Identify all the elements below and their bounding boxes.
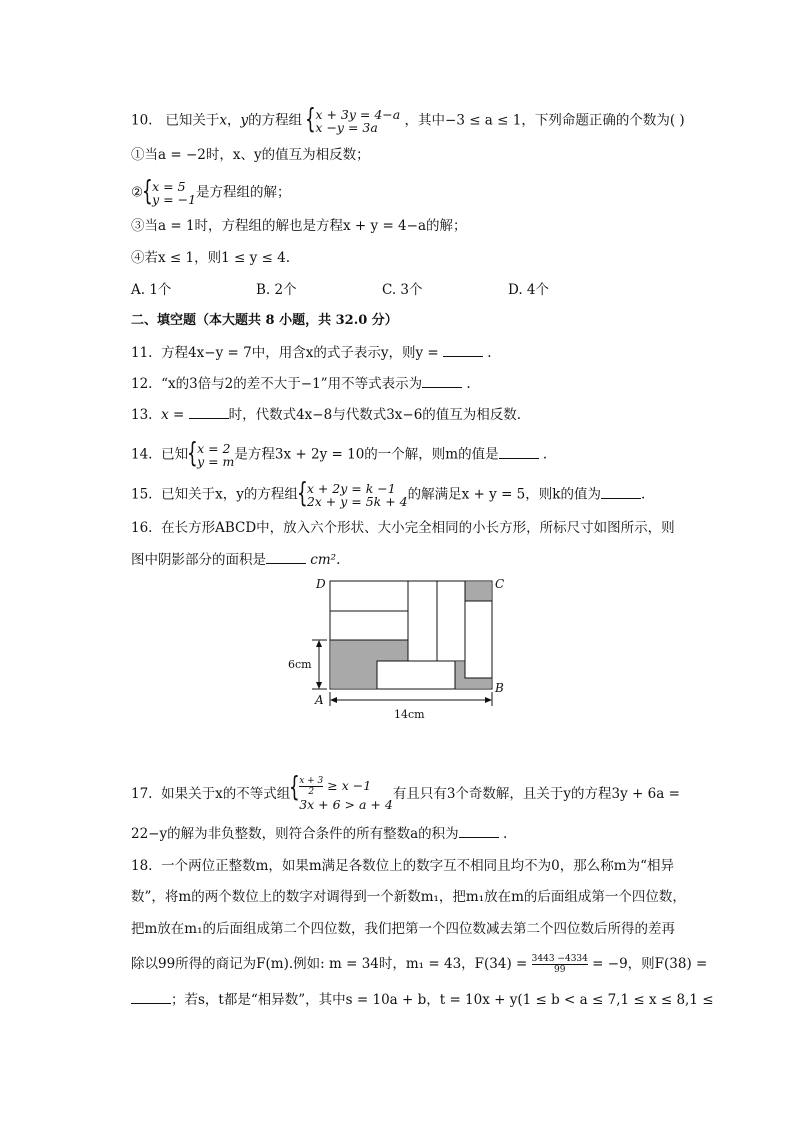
small-rect-bottom — [377, 661, 455, 689]
q18-line-2: 数”，将m的两个数位上的数字对调得到一个新数m₁，把m₁放在m的后面组成第一个四位数， — [131, 889, 686, 905]
q11-line: 11. 方程4x−y = 7中，用含x的式子表示y，则y = . — [131, 345, 492, 361]
label-b: B — [495, 681, 504, 695]
q15-line: 15. 已知关于x，y的方程组 { x + 2y = k −1 2x + y = 5k + 4 的解满足x + y = 5，则k的值为 . — [131, 482, 645, 508]
arrow-up — [316, 640, 322, 647]
q13-line: 13. x = 时，代数式4x−8与代数式3x−6的值互为相反数. — [131, 407, 522, 423]
q10-option-b: B. 2个 — [256, 282, 297, 298]
section-heading: 二、填空题（本大题共 8 小题，共 32.0 分） — [131, 313, 398, 328]
q10-line: 10. 已知关于x，y的方程组 { x + 3y = 4−a x −y = 3a ，其中−3 ≤ a ≤ 1，下列命题正确的个数为( ) — [131, 108, 685, 134]
q17-line-2: 22−y的解为非负整数，则符合条件的所有整数a的积为 . — [131, 826, 508, 842]
q17-line-1: 17. 如果关于x的不等式组 { $\frac{x + 3}{2}$ ≥ x −1 3x + 6 > a + 4 有且只有3个奇数解，且关于y的方程3y + 6a = — [131, 776, 680, 813]
width-label: 14cm — [394, 708, 425, 721]
q18-line-4: 除以99所得的商记为F(m).例如: m = 34时，m₁ = 43，F(34) = $\frac{3443 -4334}{99}$ = −9，则F(38) = — [131, 954, 708, 975]
q16-line-1: 16. 在长方形ABCD中，放入六个形状、大小完全相同的小长方形，所标尺寸如图所示，则 — [131, 520, 675, 536]
q14-line: 14. 已知 { x = 2 y = m 是方程3x + 2y = 10的一个解，则m的值是 . — [131, 442, 547, 468]
q18-line-1: 18. 一个两位正整数m，如果m满足各数位上的数字互不相同且均不为0，那么称m为“相异 — [131, 858, 674, 874]
label-c: C — [495, 577, 505, 591]
label-d: D — [316, 577, 326, 591]
q10-option-d: D. 4个 — [508, 282, 550, 298]
q10-equation-system: { x + 3y = 4−a x −y = 3a — [306, 108, 400, 134]
q10-statement-3: ③当a = 1时，方程组的解也是方程x + y = 4−a的解； — [131, 218, 467, 234]
q10-option-a: A. 1个 — [131, 282, 172, 298]
small-rect-vertical-right — [465, 601, 492, 678]
q10-statement-1: ①当a = −2时，x、y的值互为相反数； — [131, 147, 370, 163]
q12-line: 12. “x的3倍与2的差不大于−1”用不等式表示为 . — [131, 376, 471, 392]
q18-line-3: 把m放在m₁的后面组成第二个四位数，我们把第一个四位数减去第二个四位数后所得的差再 — [131, 921, 676, 937]
q18-line-5: ；若s，t都是“相异数”，其中s = 10a + b，t = 10x + y(1 ≤ b < a ≤ 7,1 ≤ x ≤ 8,1 ≤ — [131, 991, 714, 1009]
arrow-right — [485, 697, 492, 703]
arrow-down — [316, 682, 322, 689]
height-label: 6cm — [288, 658, 312, 671]
q10-number: 10. — [131, 112, 153, 129]
small-rect-top-left — [330, 581, 408, 611]
small-rect-vertical-2 — [437, 581, 465, 661]
q10-option-c: C. 3个 — [382, 282, 423, 298]
q10-statement-4: ④若x ≤ 1，则1 ≤ y ≤ 4. — [131, 250, 290, 266]
label-a: A — [315, 693, 324, 707]
arrow-left — [330, 697, 337, 703]
answer-blank — [459, 825, 499, 838]
small-rect-vertical-1 — [408, 581, 437, 661]
q16-line-2: 图中阴影部分的面积是 cm². — [131, 552, 341, 568]
small-rect-mid-left — [330, 611, 408, 640]
q10-statement-2: ② { x = 5 y = −1 是方程组的解； — [131, 180, 291, 206]
answer-blank — [131, 991, 171, 1004]
shaded-region-top-right — [465, 582, 491, 601]
